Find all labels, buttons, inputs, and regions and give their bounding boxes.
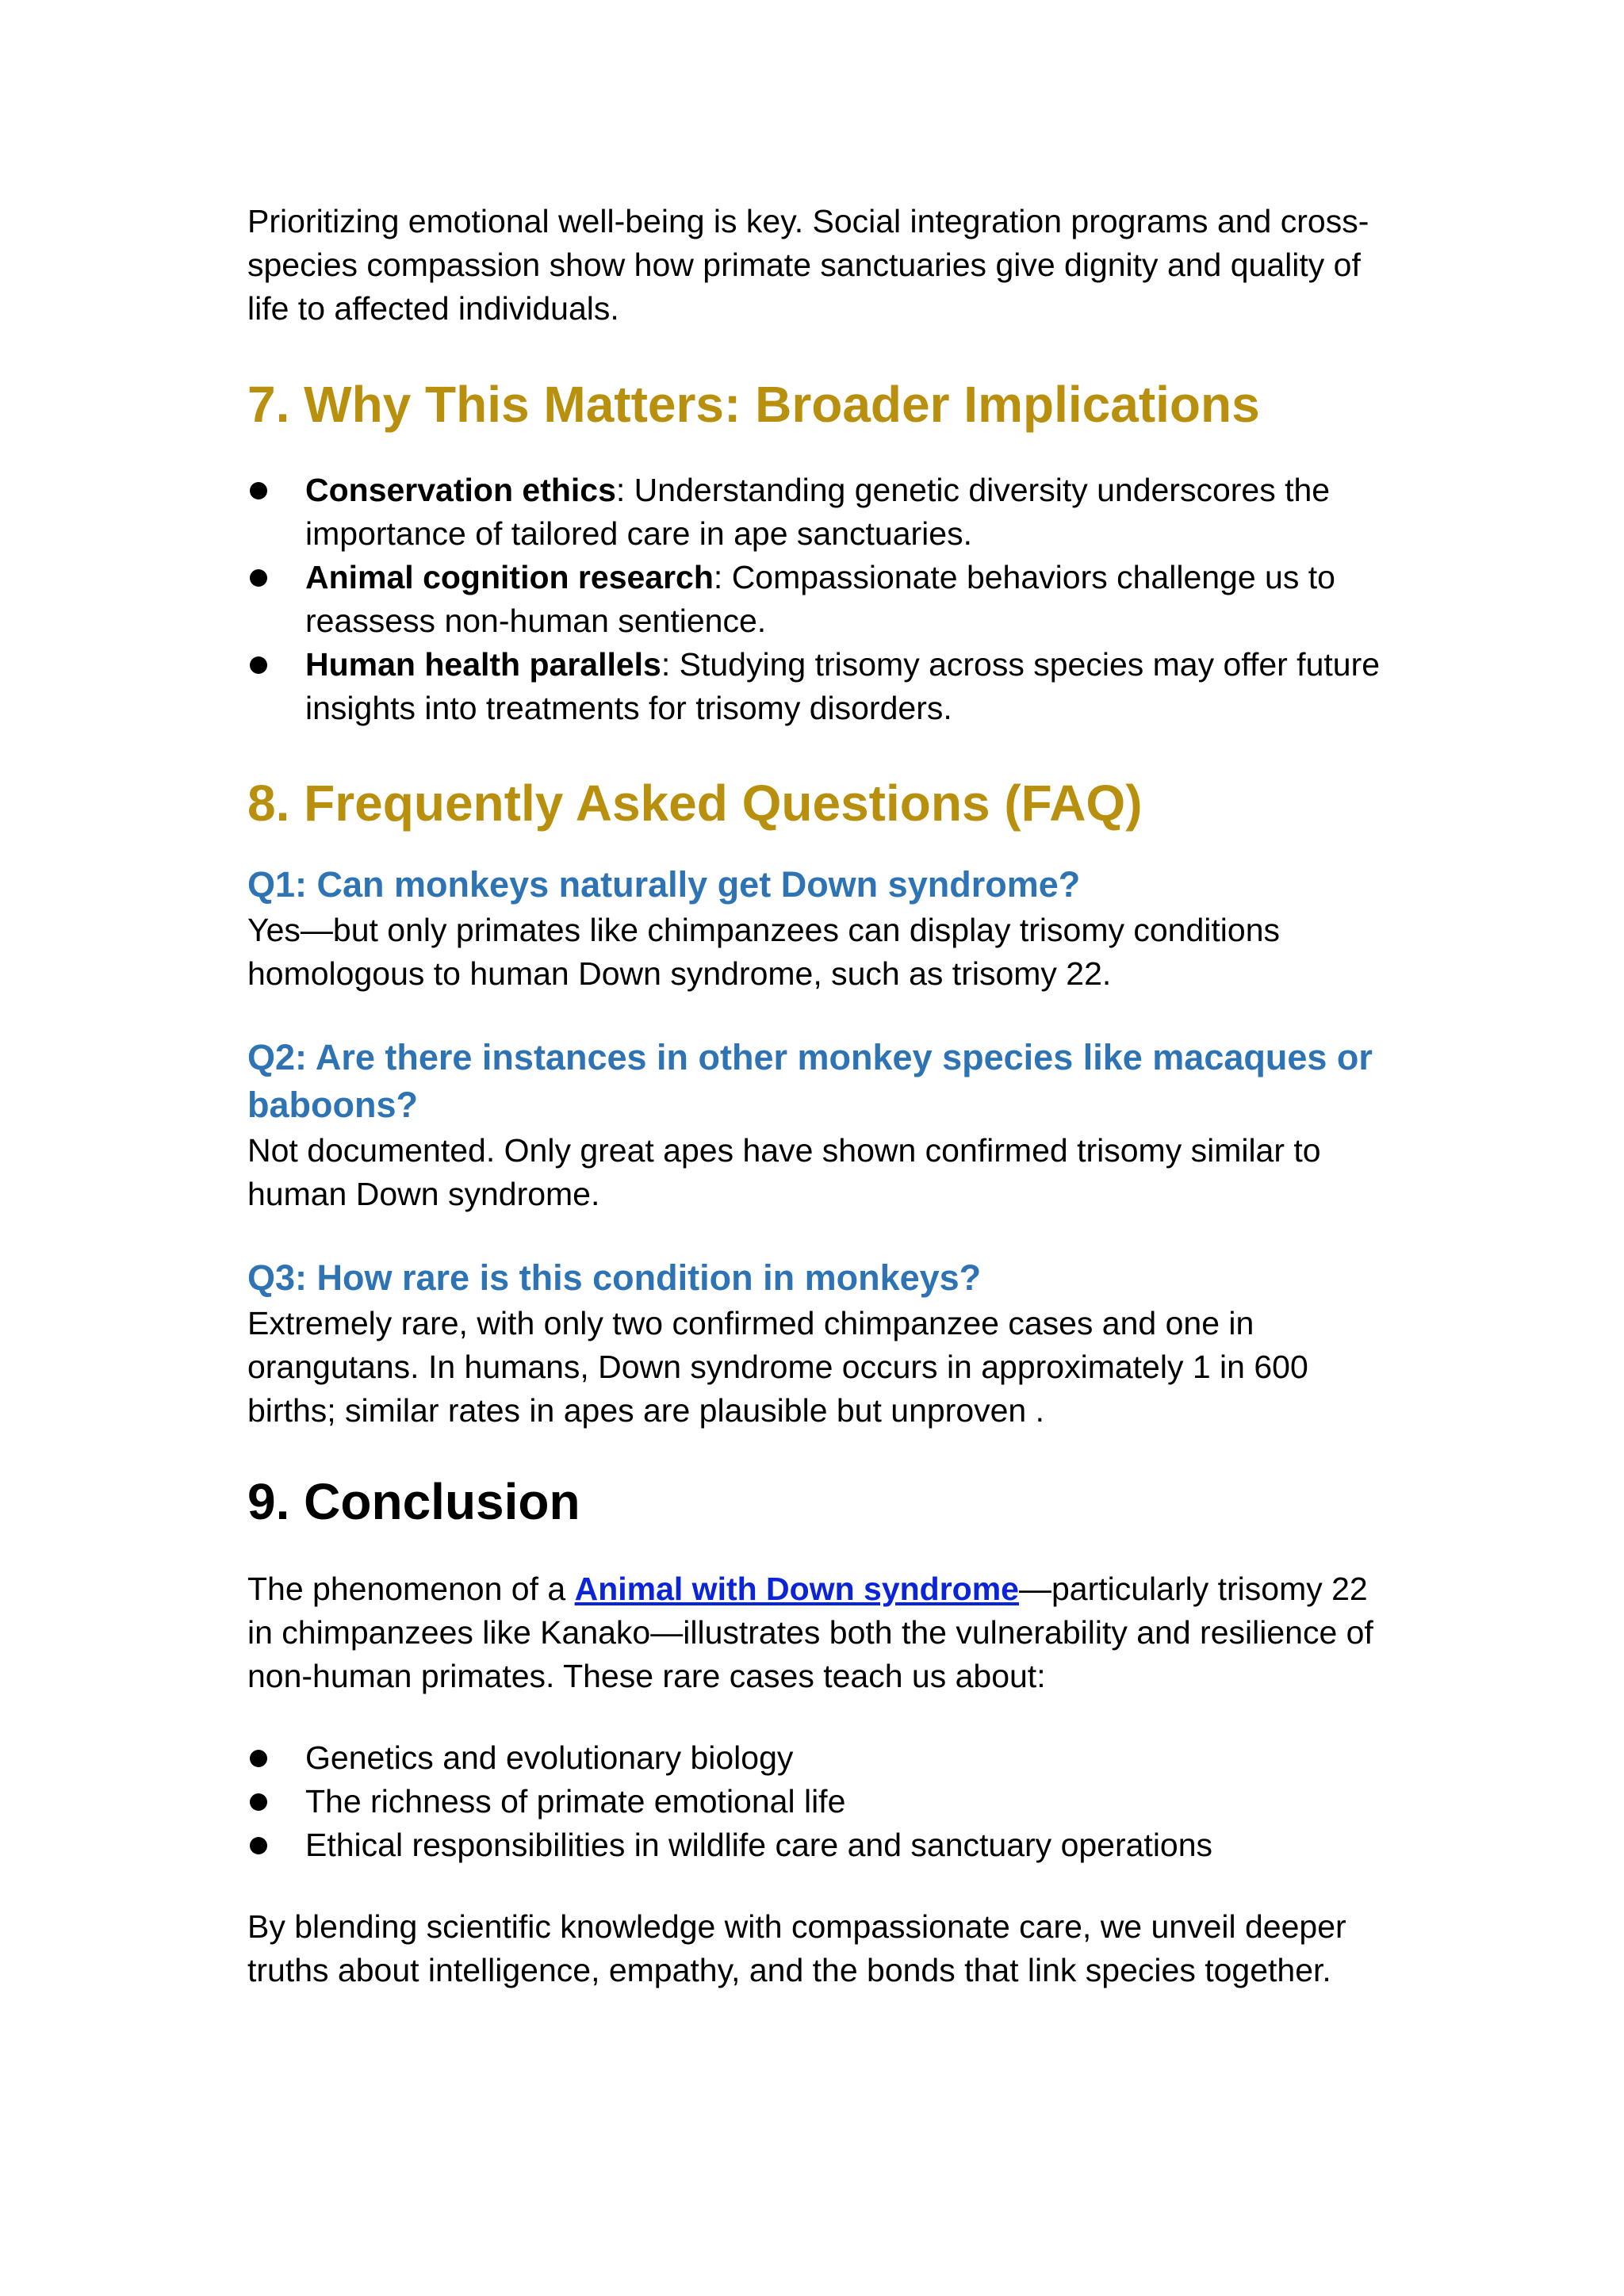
section-7-heading: 7. Why This Matters: Broader Implications <box>247 376 1260 433</box>
list-item <box>247 1736 1394 1780</box>
faq-answer: Yes—but only primates like chimpanzees can display trisomy conditions homologous to human Down syndrome, such as trisomy 22. <box>247 912 1280 992</box>
closing-paragraph: By blending scientific knowledge with compassionate care, we unveil deeper truths about intelligence, empathy, and the bonds that link species together. <box>247 1908 1346 1988</box>
implications-list <box>247 469 1394 730</box>
item-term: Human health parallels <box>305 646 661 683</box>
item-term: Animal cognition research <box>305 559 714 595</box>
bullet-icon <box>250 1837 267 1854</box>
conclusion-text-start: The phenomenon of a <box>247 1571 575 1607</box>
section-9-heading: 9. Conclusion <box>247 1473 580 1530</box>
faq-answer: Not documented. Only great apes have shown confirmed trisomy similar to human Down syndrome. <box>247 1132 1321 1212</box>
item-text: : Studying trisomy across species may offer future insights into treatments for trisomy disorders. <box>305 646 1381 726</box>
list-item <box>247 1780 1394 1823</box>
item-text: Genetics and evolutionary biology <box>305 1739 794 1776</box>
bullet-icon <box>250 482 267 499</box>
faq-question: Q2: Are there instances in other monkey species like macaques or baboons? <box>247 1037 1373 1125</box>
conclusion-paragraph <box>247 1567 1394 1698</box>
intro-paragraph: Prioritizing emotional well-being is key. Social integration programs and cross-species compassion show how primate sanctuaries give dignity and quality of life to affected individuals. <box>247 203 1369 327</box>
bullet-icon <box>250 1750 267 1767</box>
animal-with-down-syndrome-link[interactable]: Animal with Down syndrome <box>574 1571 1019 1607</box>
bullet-icon <box>250 569 267 587</box>
faq-question: Q3: How rare is this condition in monkeys? <box>247 1257 982 1298</box>
list-item <box>247 643 1394 730</box>
section-8-heading: 8. Frequently Asked Questions (FAQ) <box>247 775 1143 832</box>
faq-question: Q1: Can monkeys naturally get Down syndrome? <box>247 864 1081 905</box>
list-item <box>247 556 1394 643</box>
item-text: : Understanding genetic diversity underscores the importance of tailored care in ape sanctuaries. <box>305 472 1331 552</box>
item-text: The richness of primate emotional life <box>305 1783 846 1820</box>
conclusion-list <box>247 1736 1394 1867</box>
bullet-icon <box>250 656 267 674</box>
conclusion-text-end: —particularly trisomy 22 in chimpanzees like Kanako—illustrates both the vulnerability and resilience of non-human primates. These rare cases teach us about: <box>247 1571 1373 1694</box>
faq-answer: Extremely rare, with only two confirmed chimpanzee cases and one in orangutans. In humans, Down syndrome occurs in approximately 1 in 600 births; similar rates in apes are plausible but unproven . <box>247 1305 1308 1429</box>
list-item <box>247 1823 1394 1867</box>
item-text: Ethical responsibilities in wildlife care and sanctuary operations <box>305 1827 1213 1863</box>
bullet-icon <box>250 1793 267 1811</box>
item-text: : Compassionate behaviors challenge us to reassess non-human sentience. <box>305 559 1335 639</box>
item-term: Conservation ethics <box>305 472 616 508</box>
list-item <box>247 469 1394 556</box>
